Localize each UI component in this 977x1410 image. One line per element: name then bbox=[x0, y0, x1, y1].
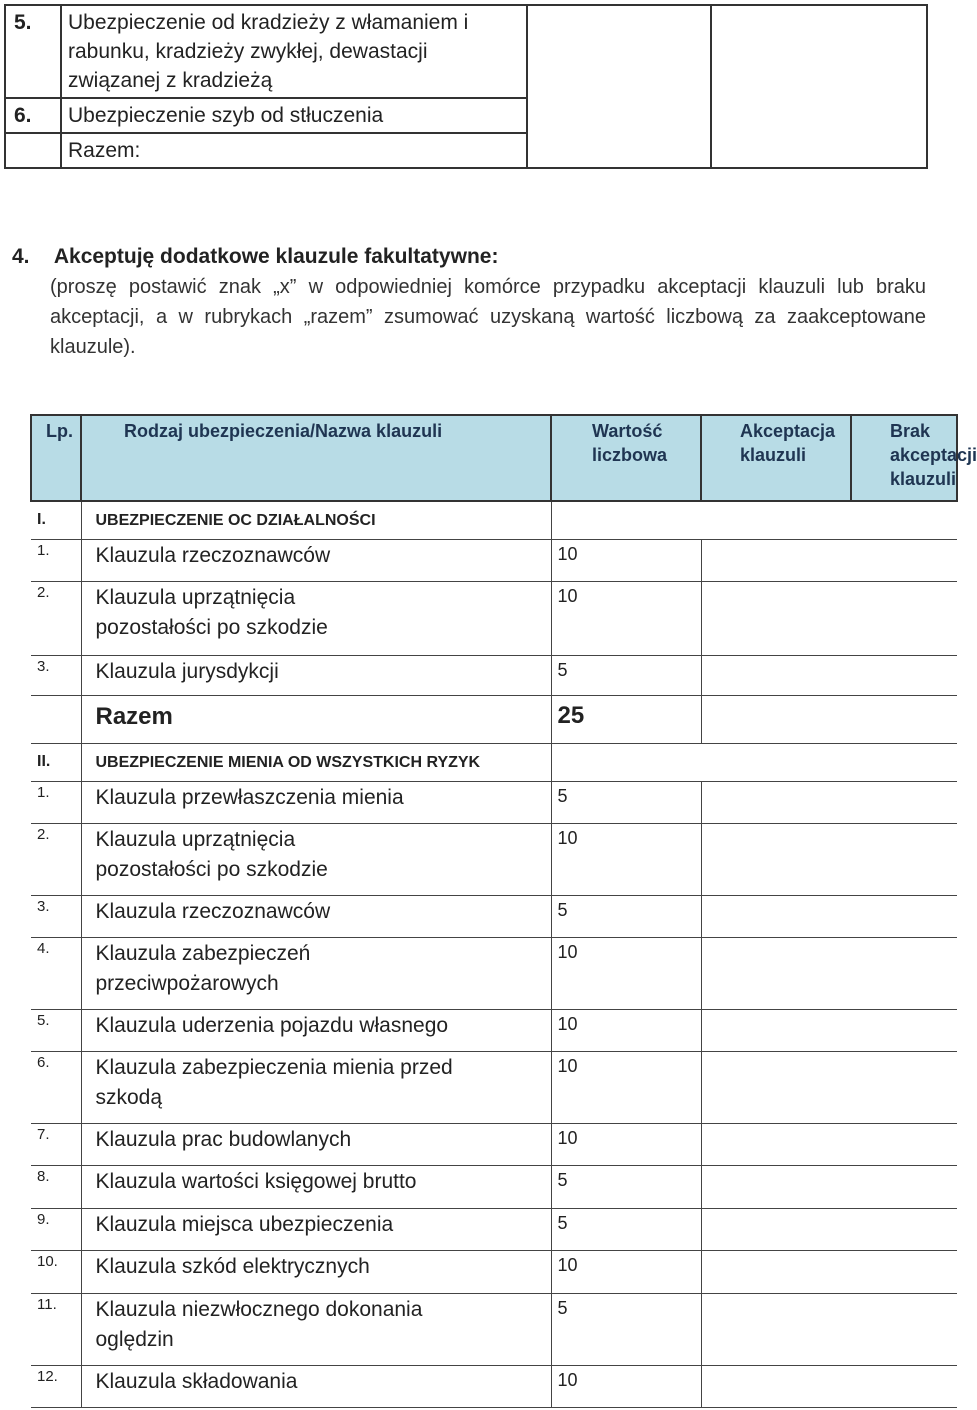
reject-cell[interactable] bbox=[851, 782, 957, 824]
row-label: Razem: bbox=[61, 133, 527, 168]
reject-cell[interactable] bbox=[851, 896, 957, 938]
accept-cell[interactable] bbox=[701, 540, 851, 582]
clause-value: 5 bbox=[551, 1209, 701, 1251]
clause-row bbox=[31, 1294, 957, 1366]
reject-cell[interactable] bbox=[851, 540, 957, 582]
insurance-summary-table bbox=[4, 4, 928, 169]
section-title: UBEZPIECZENIE MIENIA OD WSZYSTKICH RYZYK bbox=[81, 744, 551, 782]
accept-cell[interactable] bbox=[701, 1052, 851, 1124]
sum-row bbox=[31, 696, 957, 744]
row-number bbox=[5, 133, 61, 168]
clause-name: Klauzula niezwłocznego dokonania oględzin bbox=[81, 1294, 551, 1366]
clause-row bbox=[31, 1251, 957, 1294]
accept-cell[interactable] bbox=[701, 1010, 851, 1052]
accept-cell[interactable] bbox=[701, 1251, 851, 1294]
accept-cell[interactable] bbox=[701, 896, 851, 938]
clause-lp: 1. bbox=[31, 540, 81, 582]
clause-row bbox=[31, 782, 957, 824]
header-name: Rodzaj ubezpieczenia/Nazwa klauzuli bbox=[81, 415, 551, 501]
reject-cell[interactable] bbox=[851, 938, 957, 1010]
accept-cell[interactable] bbox=[701, 1209, 851, 1251]
clause-row bbox=[31, 824, 957, 896]
accept-cell[interactable] bbox=[701, 938, 851, 1010]
reject-cell[interactable] bbox=[851, 1052, 957, 1124]
clause-name: Klauzula uderzenia pojazdu własnego bbox=[81, 1010, 551, 1052]
reject-cell[interactable] bbox=[851, 656, 957, 696]
reject-cell[interactable] bbox=[851, 1124, 957, 1166]
header-lp: Lp. bbox=[31, 415, 81, 501]
clause-lp: 12. bbox=[31, 1366, 81, 1408]
clause-row bbox=[31, 896, 957, 938]
reject-cell[interactable] bbox=[851, 1010, 957, 1052]
value-cell[interactable] bbox=[527, 5, 711, 168]
clause-name: Klauzula miejsca ubezpieczenia bbox=[81, 1209, 551, 1251]
section-lp: II. bbox=[31, 744, 81, 782]
clause-value: 10 bbox=[551, 1010, 701, 1052]
accept-cell[interactable] bbox=[701, 582, 851, 656]
section-row bbox=[31, 501, 957, 540]
clause-row bbox=[31, 1052, 957, 1124]
row-number: 5. bbox=[5, 5, 61, 98]
clause-row bbox=[31, 1166, 957, 1209]
reject-cell[interactable] bbox=[851, 1166, 957, 1209]
section-title: UBEZPIECZENIE OC DZIAŁALNOŚCI bbox=[81, 501, 551, 540]
reject-cell[interactable] bbox=[851, 824, 957, 896]
clause-lp: 3. bbox=[31, 656, 81, 696]
section-lp: I. bbox=[31, 501, 81, 540]
reject-sum-cell[interactable] bbox=[851, 696, 957, 744]
clause-name: Klauzula uprzątnięcia pozostałości po szkodzie bbox=[81, 582, 551, 656]
clause-name: Klauzula rzeczoznawców bbox=[81, 540, 551, 582]
clause-lp: 11. bbox=[31, 1294, 81, 1366]
clause-value: 10 bbox=[551, 582, 701, 656]
clause-name: Klauzula uprzątnięcia pozostałości po szkodzie bbox=[81, 824, 551, 896]
table-row bbox=[5, 5, 927, 98]
table-header-row bbox=[31, 415, 957, 501]
clause-name: Klauzula zabezpieczenia mienia przed szkodą bbox=[81, 1052, 551, 1124]
accept-cell[interactable] bbox=[701, 1124, 851, 1166]
accept-cell[interactable] bbox=[701, 1166, 851, 1209]
clause-lp: 8. bbox=[31, 1166, 81, 1209]
reject-cell[interactable] bbox=[851, 1294, 957, 1366]
section-title: Akceptuję dodatkowe klauzule fakultatywne: bbox=[53, 245, 499, 268]
accept-cell[interactable] bbox=[701, 824, 851, 896]
clause-value: 10 bbox=[551, 1124, 701, 1166]
section-4-instructions: (proszę postawić znak „x” w odpowiedniej komórce przypadku akceptacji klauzuli lub braku akceptacji, a w rubrykach „razem” zsumować uzyskaną wartość liczbową za zaakceptowane klauzule). bbox=[50, 276, 926, 358]
clause-value: 5 bbox=[551, 782, 701, 824]
clause-name: Klauzula wartości księgowej brutto bbox=[81, 1166, 551, 1209]
clause-lp: 2. bbox=[31, 824, 81, 896]
row-label: Ubezpieczenie szyb od stłuczenia bbox=[61, 98, 527, 133]
accept-cell[interactable] bbox=[701, 782, 851, 824]
clause-value: 10 bbox=[551, 540, 701, 582]
sum-value: 25 bbox=[551, 696, 701, 744]
section-number: 4. bbox=[12, 245, 30, 268]
clauses-table bbox=[30, 414, 977, 1408]
row-label: Ubezpieczenie od kradzieży z włamaniem i rabunku, kradzieży zwykłej, dewastacji związanej z kradzieżą bbox=[61, 5, 527, 98]
accept-cell[interactable] bbox=[701, 1294, 851, 1366]
clause-name: Klauzula przewłaszczenia mienia bbox=[81, 782, 551, 824]
section-4-heading bbox=[12, 242, 926, 272]
clause-row bbox=[31, 1124, 957, 1166]
reject-cell[interactable] bbox=[851, 1209, 957, 1251]
clause-row bbox=[31, 1209, 957, 1251]
clause-row bbox=[31, 656, 957, 696]
clause-row bbox=[31, 582, 957, 656]
clause-name: Klauzula zabezpieczeń przeciwpożarowych bbox=[81, 938, 551, 1010]
clause-value: 10 bbox=[551, 938, 701, 1010]
clause-name: Klauzula rzeczoznawców bbox=[81, 896, 551, 938]
clause-lp: 7. bbox=[31, 1124, 81, 1166]
accept-cell[interactable] bbox=[701, 656, 851, 696]
clause-row bbox=[31, 1010, 957, 1052]
clause-value: 10 bbox=[551, 1052, 701, 1124]
clause-lp: 6. bbox=[31, 1052, 81, 1124]
clause-name: Klauzula prac budowlanych bbox=[81, 1124, 551, 1166]
clause-value: 5 bbox=[551, 656, 701, 696]
accept-cell[interactable] bbox=[701, 1366, 851, 1408]
reject-cell[interactable] bbox=[851, 1366, 957, 1408]
row-number: 6. bbox=[5, 98, 61, 133]
clause-row bbox=[31, 540, 957, 582]
clause-lp: 4. bbox=[31, 938, 81, 1010]
clause-name: Klauzula jurysdykcji bbox=[81, 656, 551, 696]
clause-value: 5 bbox=[551, 1294, 701, 1366]
clause-value: 10 bbox=[551, 824, 701, 896]
clause-value: 10 bbox=[551, 1251, 701, 1294]
clause-value: 10 bbox=[551, 1366, 701, 1408]
clause-lp: 1. bbox=[31, 782, 81, 824]
clause-lp: 9. bbox=[31, 1209, 81, 1251]
clause-value: 5 bbox=[551, 1166, 701, 1209]
clause-lp: 5. bbox=[31, 1010, 81, 1052]
accept-sum-cell[interactable] bbox=[701, 696, 851, 744]
header-accept: Akceptacja klauzuli bbox=[701, 415, 851, 501]
clause-row bbox=[31, 1366, 957, 1408]
clause-row bbox=[31, 938, 957, 1010]
reject-cell[interactable] bbox=[851, 582, 957, 656]
clause-lp: 3. bbox=[31, 896, 81, 938]
clause-lp: 2. bbox=[31, 582, 81, 656]
clause-name: Klauzula składowania bbox=[81, 1366, 551, 1408]
clause-name: Klauzula szkód elektrycznych bbox=[81, 1251, 551, 1294]
value-cell[interactable] bbox=[711, 5, 927, 168]
clause-lp: 10. bbox=[31, 1251, 81, 1294]
sum-label: Razem bbox=[81, 696, 551, 744]
header-value: Wartość liczbowa bbox=[551, 415, 701, 501]
header-reject: Brak akceptacji klauzuli bbox=[851, 415, 957, 501]
reject-cell[interactable] bbox=[851, 1251, 957, 1294]
section-row bbox=[31, 744, 957, 782]
clause-value: 5 bbox=[551, 896, 701, 938]
